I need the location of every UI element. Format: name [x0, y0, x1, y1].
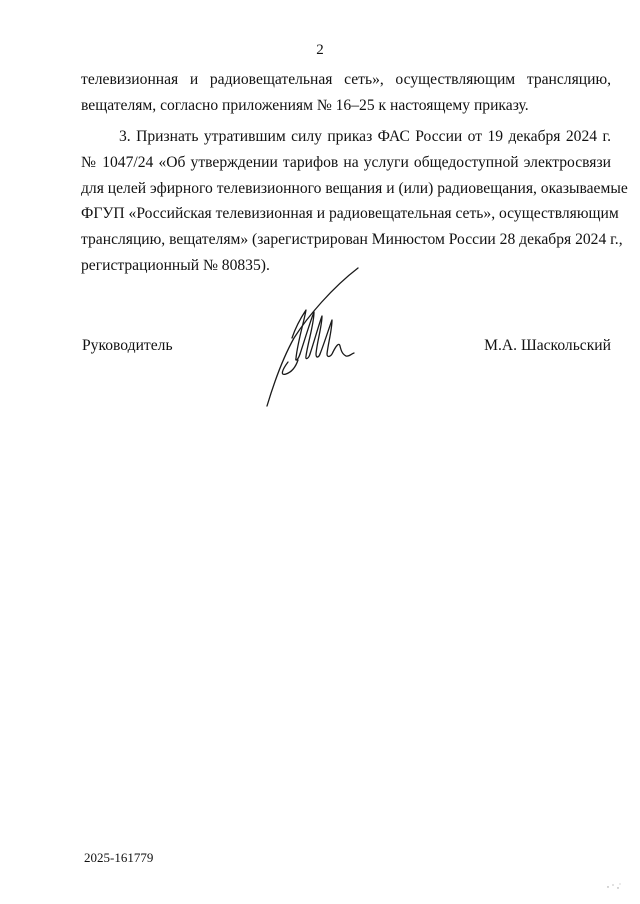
handwritten-signature — [262, 266, 372, 411]
paragraph-line: ФГУП «Российская телевизионная и радиовещательная сеть», осуществляющим — [81, 205, 619, 222]
paragraph-line: телевизионная и радиовещательная сеть», осуществляющим трансляцию, — [81, 71, 611, 88]
paragraph-line: № 1047/24 «Об утверждении тарифов на услуги общедоступной электросвязи — [81, 154, 611, 171]
paragraph-line: вещателям, согласно приложениям № 16–25 к настоящему приказу. — [81, 97, 529, 114]
signatory-title: Руководитель — [82, 337, 173, 354]
signatory-name: М.А. Шаскольский — [484, 337, 611, 354]
scan-artifact — [606, 882, 622, 890]
document-registration-number: 2025-161779 — [84, 850, 154, 865]
paragraph-line: трансляцию, вещателям» (зарегистрирован Минюстом России 28 декабря 2024 г., — [81, 231, 623, 248]
paragraph-line: регистрационный № 80835). — [81, 257, 270, 274]
paragraph-line: для целей эфирного телевизионного вещания и (или) радиовещания, оказываемые — [81, 180, 628, 197]
page-number: 2 — [316, 42, 324, 58]
paragraph-line: 3. Признать утратившим силу приказ ФАС России от 19 декабря 2024 г. — [119, 128, 611, 145]
